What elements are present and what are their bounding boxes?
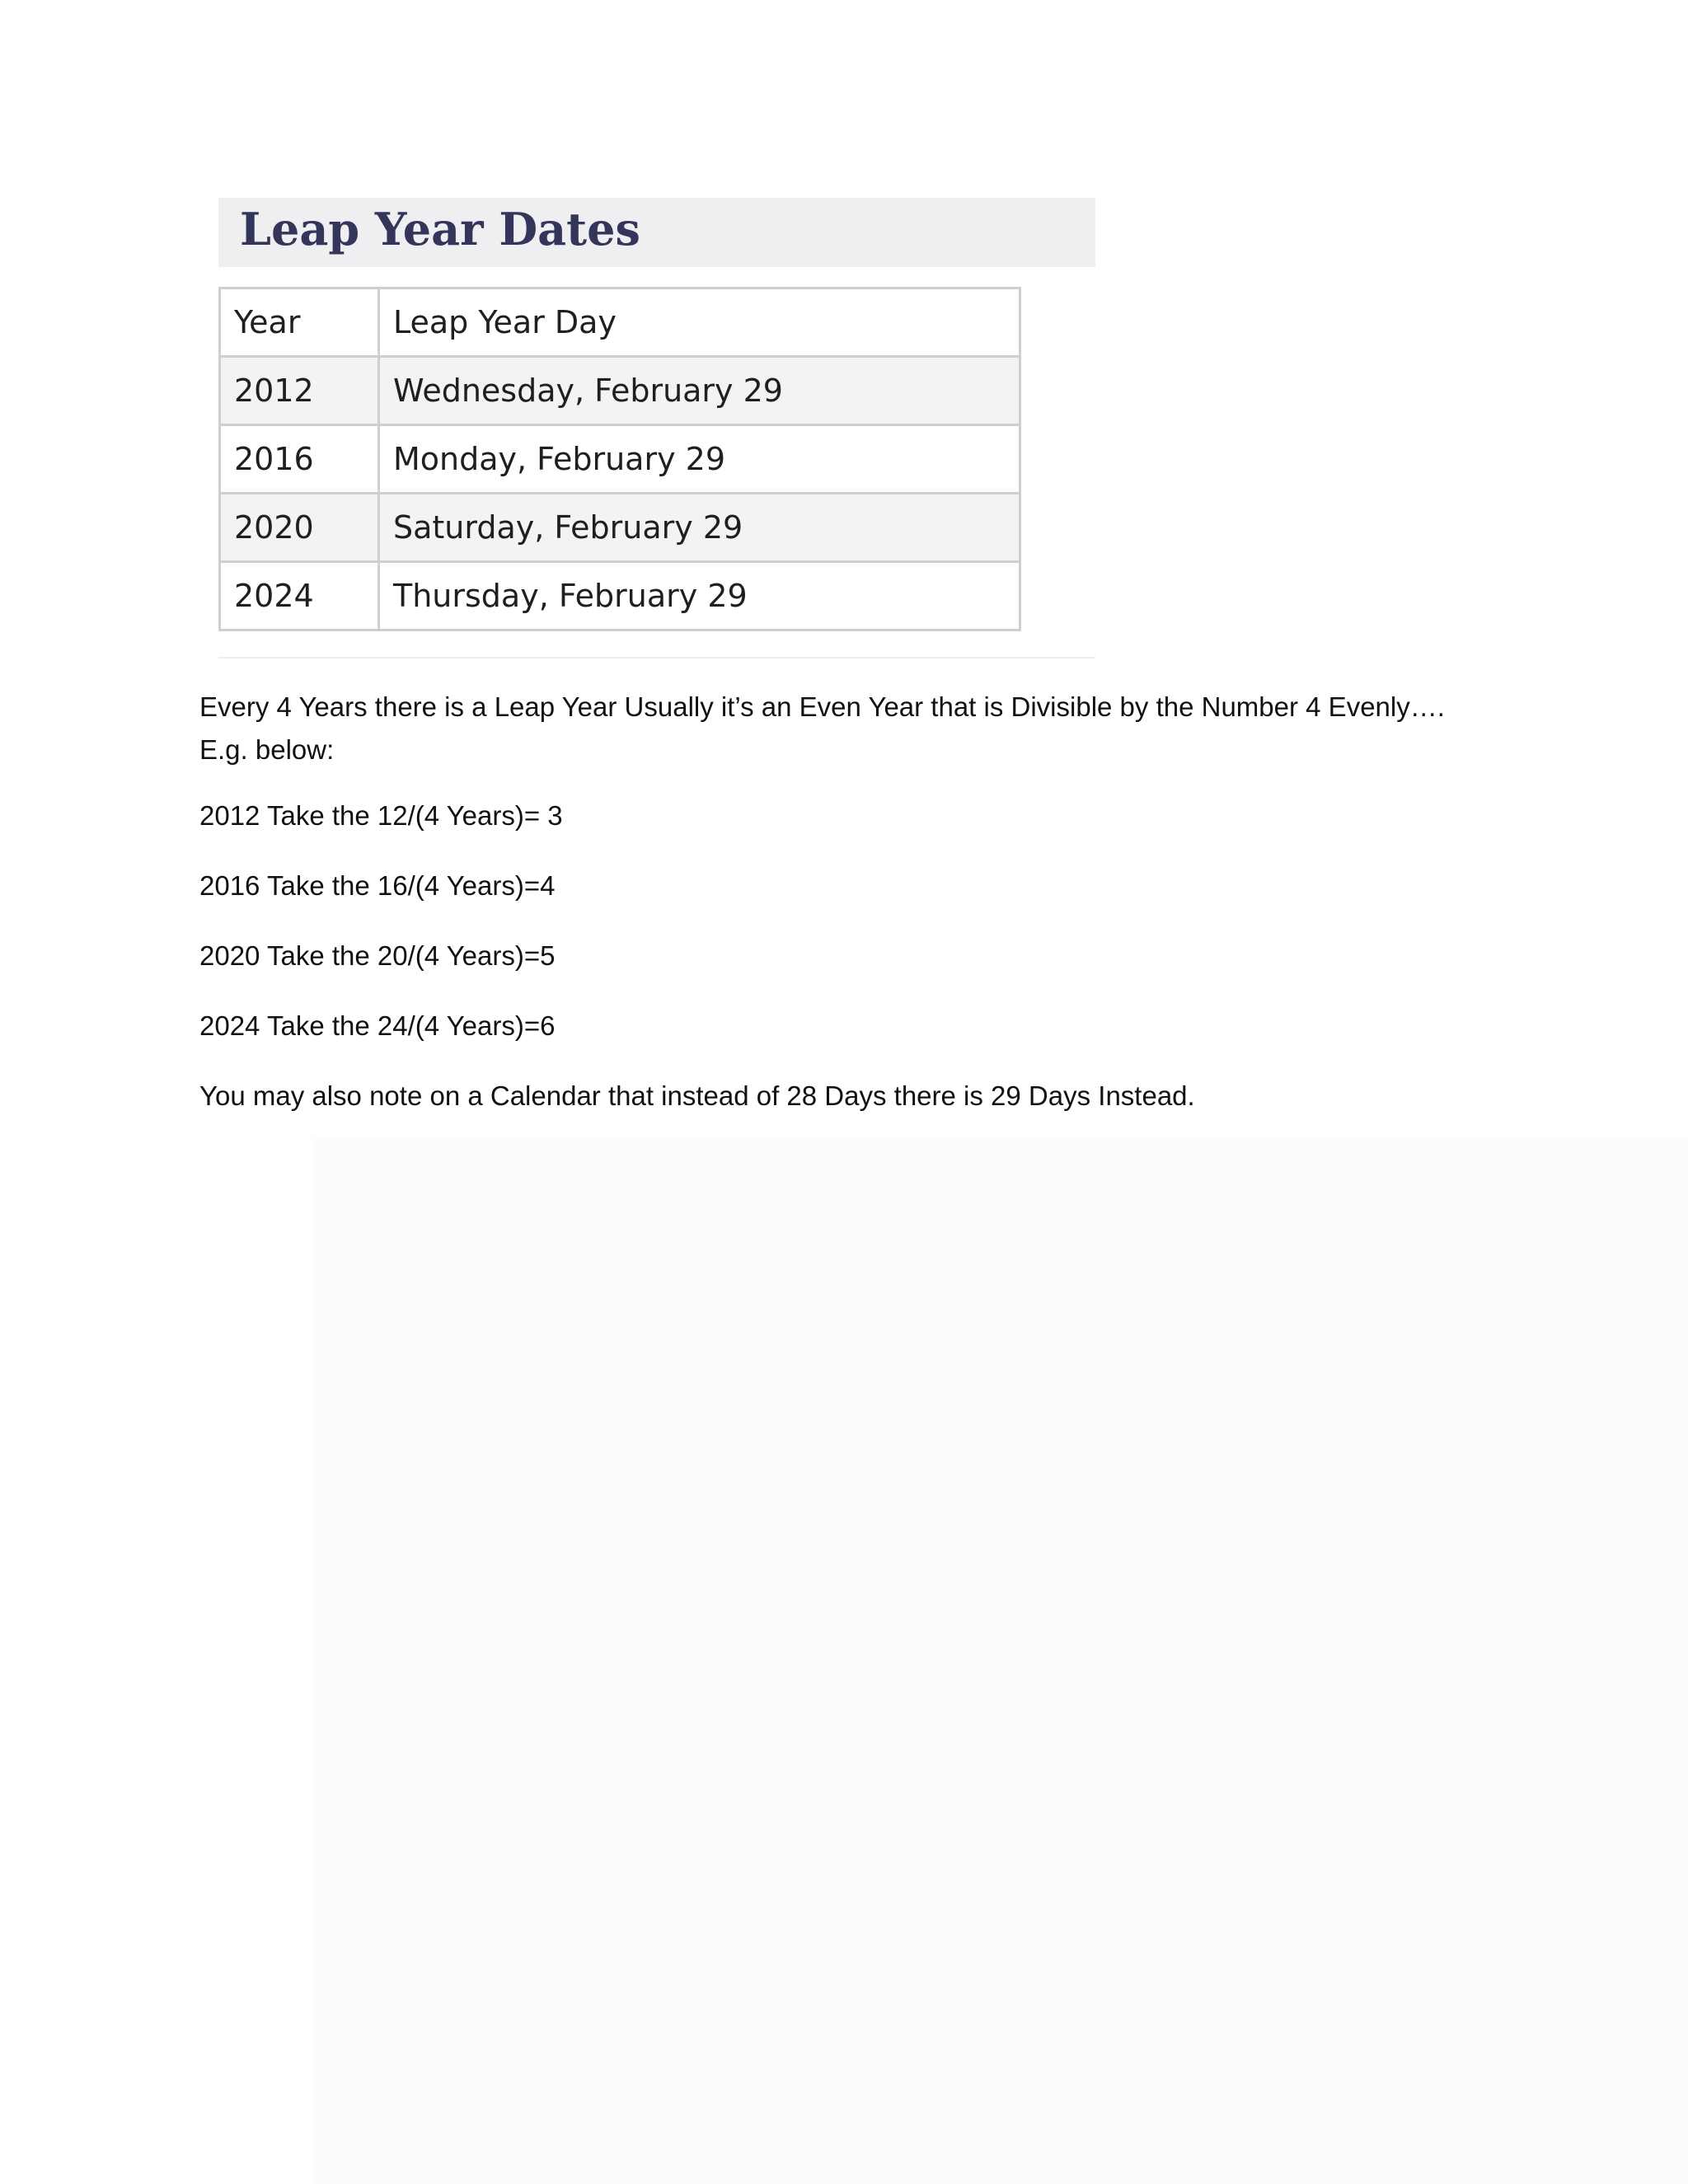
example-line-2012: 2012 Take the 12/(4 Years)= 3 — [199, 800, 563, 831]
table-row — [220, 425, 1020, 494]
table-cell-year: 2020 — [220, 494, 379, 562]
table-cell-year: 2024 — [220, 562, 379, 630]
table-row — [220, 494, 1020, 562]
page-background-shade — [313, 1137, 1688, 2184]
table-cell-day: Monday, February 29 — [379, 425, 1020, 494]
table-cell-day: Wednesday, February 29 — [379, 357, 1020, 425]
table-header-day: Leap Year Day — [379, 288, 1020, 357]
example-line-2016: 2016 Take the 16/(4 Years)=4 — [199, 870, 556, 901]
leap-year-dates-figure — [218, 198, 1095, 658]
figure-title: Leap Year Dates — [240, 203, 640, 255]
example-line-2024: 2024 Take the 24/(4 Years)=6 — [199, 1010, 556, 1041]
table-cell-year: 2012 — [220, 357, 379, 425]
intro-line-2: E.g. below: — [199, 734, 335, 765]
table-cell-day: Saturday, February 29 — [379, 494, 1020, 562]
figure-title-bar — [218, 198, 1095, 267]
table-cell-day: Thursday, February 29 — [379, 562, 1020, 630]
document-body-text — [199, 686, 1485, 1118]
closing-paragraph: You may also note on a Calendar that instead of 28 Days there is 29 Days Instead. — [199, 1080, 1195, 1111]
table-row — [220, 357, 1020, 425]
table-header-row — [220, 288, 1020, 357]
intro-line-1: Every 4 Years there is a Leap Year Usually it’s an Even Year that is Divisible by the Number 4 Evenly…. — [199, 691, 1445, 722]
table-cell-year: 2016 — [220, 425, 379, 494]
example-line-2020: 2020 Take the 20/(4 Years)=5 — [199, 940, 556, 971]
intro-paragraph — [199, 686, 1485, 771]
leap-year-table — [218, 287, 1021, 631]
table-header-year: Year — [220, 288, 379, 357]
table-row — [220, 562, 1020, 630]
